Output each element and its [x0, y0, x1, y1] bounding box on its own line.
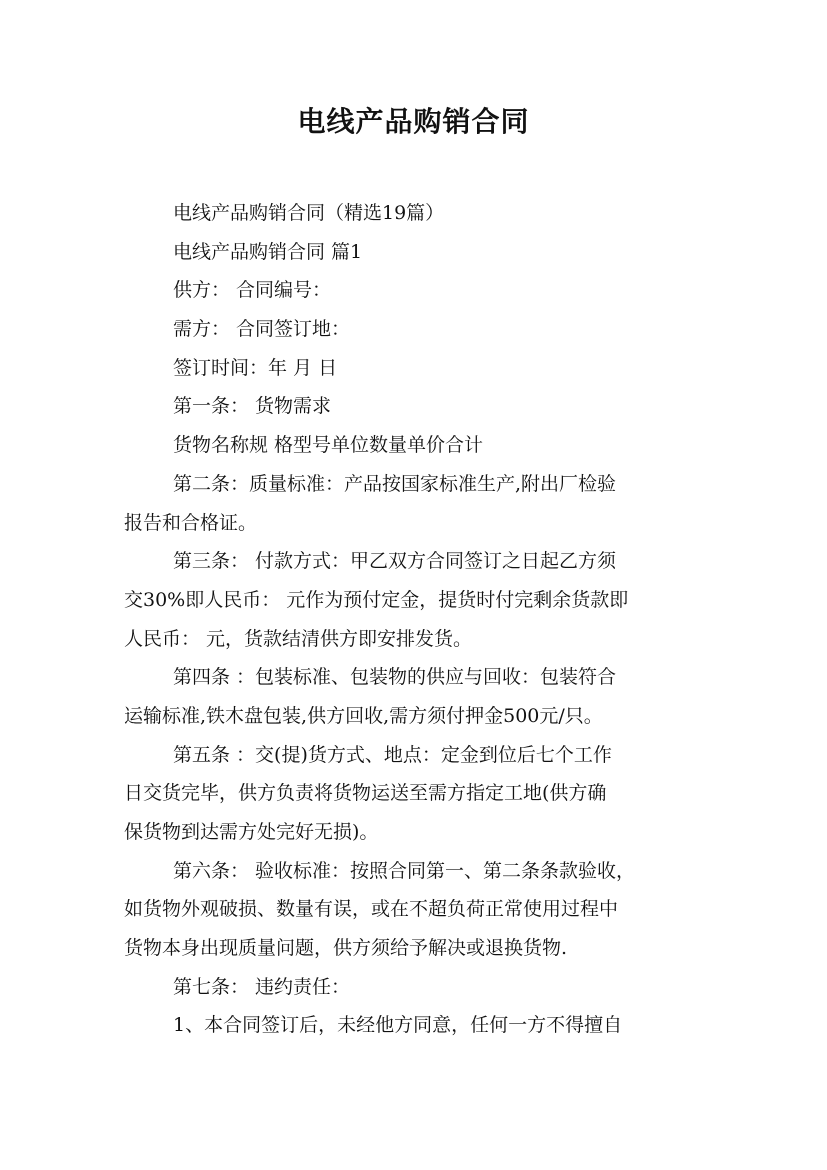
paragraph-line: 供方： 合同编号：	[173, 279, 332, 302]
paragraph-line: 如货物外观破损、数量有误，或在不超负荷正常使用过程中	[124, 898, 619, 921]
paragraph-line: 第六条： 验收标准：按照合同第一、第二条条款验收，	[173, 859, 636, 882]
paragraph-line: 保货物到达需方处完好无损)。	[124, 821, 379, 843]
paragraph-line: 报告和合格证。	[124, 511, 258, 534]
paragraph-line: 第一条： 货物需求	[173, 395, 332, 418]
paragraph-line: 交30%即人民币： 元作为预付定金，提货时付完剩余货款即	[124, 588, 629, 611]
paragraph-line: 日交货完毕，供方负责将货物运送至需方指定工地(供方确	[124, 782, 607, 805]
document-body	[124, 194, 714, 1045]
document-title: 电线产品购销合同	[297, 105, 530, 138]
paragraph-line: 电线产品购销合同（精选19篇）	[173, 202, 445, 224]
paragraph-line: 需方： 合同签订地：	[173, 318, 351, 341]
paragraph-line: 第二条：质量标准：产品按国家标准生产,附出厂检验	[173, 472, 617, 495]
paragraph-line: 人民币： 元，货款结清供方即安排发货。	[124, 627, 473, 650]
paragraph-line: 第四条 ：包装标准、包装物的供应与回收：包装符合	[173, 666, 617, 689]
paragraph-line: 第七条： 违约责任：	[173, 975, 351, 998]
paragraph-line: 货物本身出现质量问题，供方须给予解决或退换货物.	[124, 937, 568, 960]
paragraph-line: 第三条： 付款方式：甲乙双方合同签订之日起乙方须	[173, 550, 617, 573]
paragraph-line: 第五条 ：交(提)货方式、地点：定金到位后七个工作	[173, 743, 612, 766]
paragraph-line: 签订时间：年 月 日	[173, 356, 338, 379]
paragraph-line: 货物名称规 格型号单位数量单价合计	[173, 434, 484, 457]
paragraph-line: 电线产品购销合同 篇1	[173, 240, 363, 263]
paragraph-line: 运输标准,铁木盘包装,供方回收,需方须付押金500元/只。	[124, 704, 603, 727]
paragraph-line: 1、本合同签订后，未经他方同意，任何一方不得擅自	[173, 1014, 623, 1037]
